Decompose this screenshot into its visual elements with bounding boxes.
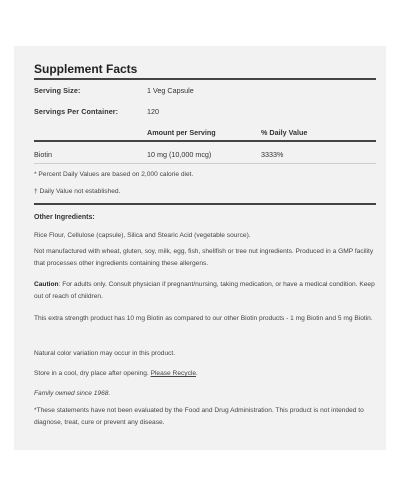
serving-size-row (34, 86, 376, 98)
nutrient-name: Biotin (34, 150, 52, 159)
servings-per-container-label: Servings Per Container: (34, 107, 119, 116)
ingredients-list: Rice Flour, Cellulose (capsule), Silica and Stearic Acid (vegetable source). (34, 232, 251, 239)
supplement-facts-panel (14, 46, 386, 450)
serving-size-label: Serving Size: (34, 86, 81, 95)
storage-statement (34, 368, 376, 380)
serving-size-value: 1 Veg Capsule (147, 86, 194, 95)
storage-text: Store in a cool, dry place after opening. (34, 370, 151, 377)
other-ingredients-heading: Other Ingredients: (34, 214, 95, 221)
allergen-statement: Not manufactured with wheat, gluten, soy, milk, egg, fish, shellfish or tree nut ingredients. Produced in a GMP facility that processes other ingredients containing these allergens. (34, 248, 374, 268)
column-header-row (34, 128, 376, 140)
panel-title: Supplement Facts (34, 62, 138, 76)
color-variation-note: Natural color variation may occur in this product. (34, 350, 176, 357)
nutrient-row (34, 150, 376, 162)
percent-daily-value-footnote: * Percent Daily Values are based on 2,000 calorie diet. (34, 171, 194, 178)
amount-column-header: Amount per Serving (147, 128, 216, 137)
servings-per-container-row (34, 107, 376, 119)
daily-value-column-header: % Daily Value (261, 128, 308, 137)
header-divider (34, 140, 376, 142)
caution-statement (34, 279, 376, 304)
title-divider (34, 78, 376, 80)
family-owned-note: Family owned since 1968. (34, 390, 111, 397)
caution-label: Caution (34, 281, 59, 288)
nutrient-divider (34, 163, 376, 164)
nutrient-amount: 10 mg (10,000 mcg) (147, 150, 212, 159)
daily-value-not-established-footnote: † Daily Value not established. (34, 188, 121, 195)
strength-statement: This extra strength product has 10 mg Biotin as compared to our other Biotin products - 1 mg Biotin and 5 mg Biotin. (34, 315, 373, 322)
footnote-divider (34, 203, 376, 205)
recycle-period: . (196, 370, 198, 377)
servings-per-container-value: 120 (147, 107, 159, 116)
caution-text: : For adults only. Consult physician if pregnant/nursing, taking medication, or have a medical condition. Keep out of reach of children. (34, 281, 375, 301)
nutrient-daily-value: 3333% (261, 150, 284, 159)
recycle-link: Please Recycle (150, 370, 197, 377)
fda-disclaimer: *These statements have not been evaluated by the Food and Drug Administration. This product is not intended to diagnose, treat, cure or prevent any disease. (34, 407, 364, 427)
